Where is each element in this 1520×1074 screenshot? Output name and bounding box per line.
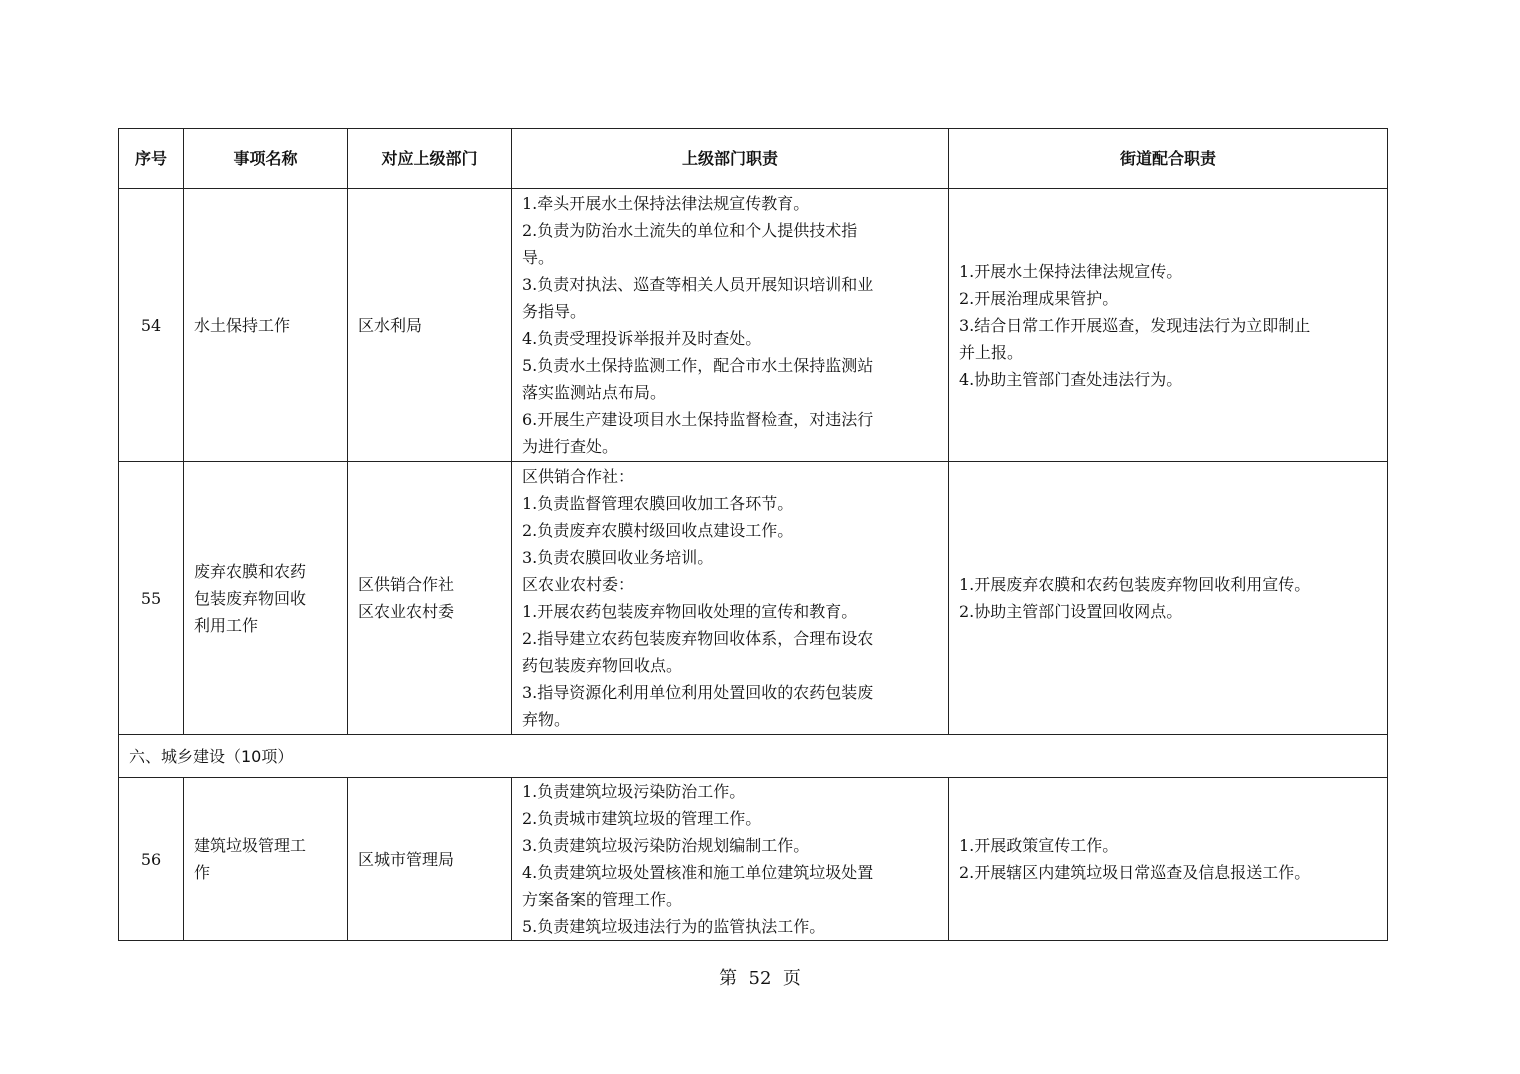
header-dept: 对应上级部门 [348, 129, 512, 189]
row-upper-duties: 区供销合作社： 1.负责监督管理农膜回收加工各环节。 2.负责废弃农膜村级回收点建设工作。 3.负责农膜回收业务培训。 区农业农村委： 1.开展农药包装废弃物回收处理的宣传和教育。 2.指导建立农药包装废弃物回收体系，合理布设农 药包装废弃物回收点。 3.指导资源化利用单位利用处置回收的农药包装废 弃物。 [512, 462, 949, 735]
page-number: 第 52 页 [719, 968, 801, 989]
table-row [119, 462, 1388, 735]
table-row [119, 778, 1388, 941]
row-no: 55 [119, 462, 184, 735]
header-no: 序号 [119, 129, 184, 189]
row-no: 56 [119, 778, 184, 941]
row-dept: 区水利局 [348, 189, 512, 462]
header-upper-duties: 上级部门职责 [512, 129, 949, 189]
row-street-duties: 1.开展政策宣传工作。 2.开展辖区内建筑垃圾日常巡查及信息报送工作。 [949, 778, 1388, 941]
header-item-name: 事项名称 [184, 129, 348, 189]
row-upper-duties: 1.牵头开展水土保持法律法规宣传教育。 2.负责为防治水土流失的单位和个人提供技术指 导。 3.负责对执法、巡查等相关人员开展知识培训和业 务指导。 4.负责受理投诉举报并及时查处。 5.负责水土保持监测工作，配合市水土保持监测站 落实监测站点布局。 6.开展生产建设项目水土保持监督检查，对违法行 为进行查处。 [512, 189, 949, 462]
row-item-name: 水土保持工作 [184, 189, 348, 462]
row-upper-duties: 1.负责建筑垃圾污染防治工作。 2.负责城市建筑垃圾的管理工作。 3.负责建筑垃圾污染防治规划编制工作。 4.负责建筑垃圾处置核准和施工单位建筑垃圾处置 方案备案的管理工作。 5.负责建筑垃圾违法行为的监管执法工作。 [512, 778, 949, 941]
duty-table [118, 128, 1388, 941]
row-dept: 区城市管理局 [348, 778, 512, 941]
row-dept: 区供销合作社 区农业农村委 [348, 462, 512, 735]
row-item-name: 废弃农膜和农药 包装废弃物回收 利用工作 [184, 462, 348, 735]
row-street-duties: 1.开展废弃农膜和农药包装废弃物回收利用宣传。 2.协助主管部门设置回收网点。 [949, 462, 1388, 735]
header-street-duties: 街道配合职责 [949, 129, 1388, 189]
section-row [119, 735, 1388, 778]
row-street-duties: 1.开展水土保持法律法规宣传。 2.开展治理成果管护。 3.结合日常工作开展巡查，发现违法行为立即制止 并上报。 4.协助主管部门查处违法行为。 [949, 189, 1388, 462]
row-no: 54 [119, 189, 184, 462]
table-row [119, 189, 1388, 462]
row-item-name: 建筑垃圾管理工 作 [184, 778, 348, 941]
header-row [119, 129, 1388, 189]
section-title: 六、城乡建设（10项） [119, 735, 1388, 778]
